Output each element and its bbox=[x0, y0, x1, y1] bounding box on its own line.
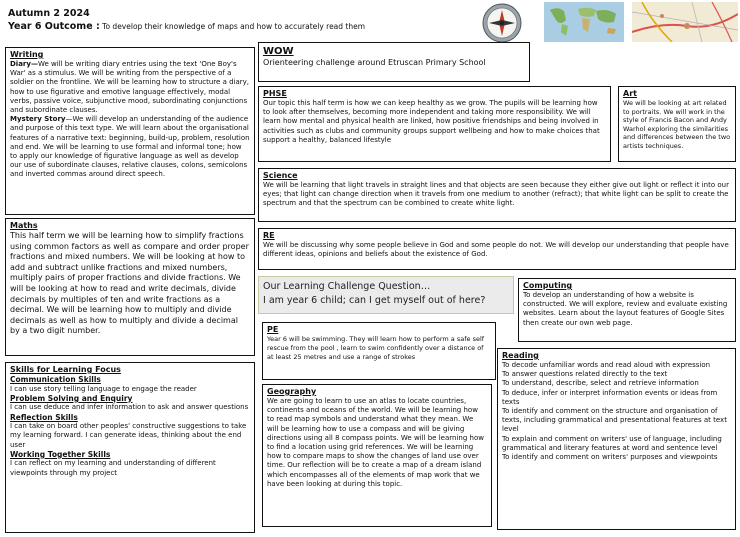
science-text: We will be learning that light travels in straight lines and that objects are seen because they either give out light or reflect it into our eyes; that light can change direction when it travels from one medium to another (refract); that white light can be split to create the spectrum and that the spectrum can be combined to create white light. bbox=[263, 181, 729, 208]
mystery-label: Mystery Story bbox=[10, 115, 66, 124]
reading-item: To identify and comment on the structure and organisation of texts, including grammatical and presentational features at text level bbox=[502, 407, 727, 434]
maths-text: This half term we will be learning how to simplify fractions using common factors as well as compare and order proper fractions and mixed numbers. We will be looking at how to add and subtract unlike fractions and mixed numbers, multiply pairs of proper fractions and divide fractions. We will be looking at how to read and write decimals, divide decimals by multiples of ten and write fractions as a decimal. We will be learning how to multiply and divide decimals as well as how to multiply and divide a decimal by a two digit number. bbox=[10, 231, 249, 336]
diary-label: Diary— bbox=[10, 60, 38, 68]
maths-heading: Maths bbox=[10, 221, 38, 230]
science-panel bbox=[258, 168, 736, 222]
geography-text: We are going to learn to use an atlas to locate countries, continents and oceans of the world. We will be learning how to read map symbols and understand what they mean. We will be learning how to use a compass and will be giving directions using all 8 compass points. We will be learning how to find a location using grid references. We will be learning how to compare maps to show the changes of land use over time. Our reflection will be to create a map of a dream island which encompasses all of the elements of map work that we have been looking at during this topic. bbox=[267, 397, 484, 488]
world-map-image bbox=[544, 2, 624, 42]
road-map-image bbox=[632, 2, 738, 42]
skills-text-communication: I can use story telling language to engage the reader bbox=[10, 384, 197, 393]
diary-body: We will be writing diary entries using the text 'One Boy's War' as a stimulus. We will be writing from the perspective of a soldier on the frontline. We will be learning how to structure a diary, how to use figurative and emotive language effectively, modal verbs, passive voice, subjunctive mood, subordinating conjunctions and subordinate clauses. bbox=[10, 60, 250, 115]
outcome-label: Year 6 Outcome : bbox=[8, 21, 100, 32]
skills-text-working-together: I can reflect on my learning and understanding of different viewpoints through my project bbox=[10, 459, 216, 477]
learning-challenge-box bbox=[258, 276, 514, 314]
re-heading: RE bbox=[263, 231, 275, 240]
wow-heading: WOW bbox=[263, 46, 294, 57]
pe-text: Year 6 will be swimming. They will learn how to perform a safe self rescue from the pool , learn to swim confidently over a distance of at least 25 metres and use a range of strokes bbox=[267, 335, 485, 361]
maths-panel bbox=[5, 218, 255, 356]
re-panel bbox=[258, 228, 736, 270]
reading-item: To decode unfamiliar words and read aloud with expression bbox=[502, 361, 711, 369]
reading-item: To identify and comment on writers' purposes and viewpoints bbox=[502, 453, 718, 462]
page-title: Autumn 2 2024 bbox=[8, 8, 90, 19]
computing-panel bbox=[518, 278, 736, 342]
science-heading: Science bbox=[263, 171, 298, 180]
reading-heading: Reading bbox=[502, 351, 539, 360]
skills-text-problem-solving: I can use deduce and infer information to ask and answer questions bbox=[10, 403, 249, 412]
skills-heading-reflection: Reflection Skills bbox=[10, 412, 78, 422]
skills-panel bbox=[5, 362, 255, 533]
outcome-text: To develop their knowledge of maps and how to accurately read them bbox=[102, 22, 366, 31]
geography-heading: Geography bbox=[267, 387, 317, 396]
skills-heading-communication: Communication Skills bbox=[10, 375, 101, 384]
phse-text: Our topic this half term is how we can keep healthy as we grow. The pupils will be learning how to look after themselves, becoming more independent and taking more responsibility. We will learn how mental and physical health are linked, how positive friendships and being involved in activities such as clubs and community groups support wellbeing and how to make choices that support a healthy, balanced lifestyle bbox=[263, 99, 600, 144]
challenge-line-2: I am year 6 child; can I get myself out of here? bbox=[263, 295, 486, 306]
art-panel bbox=[618, 86, 736, 162]
pe-heading: PE bbox=[267, 325, 279, 334]
reading-item: To deduce, infer or interpret information events or ideas from texts bbox=[502, 388, 718, 406]
geography-panel bbox=[262, 384, 492, 527]
writing-heading: Writing bbox=[10, 50, 44, 59]
re-text: We will be discussing why some people believe in God and some people do not. We will develop our understanding that people have different ideas, opinions and beliefs about the existence of God. bbox=[263, 241, 729, 259]
pe-panel bbox=[262, 322, 496, 380]
writing-diary-text bbox=[10, 60, 250, 115]
reading-panel bbox=[497, 348, 736, 530]
art-heading: Art bbox=[623, 89, 637, 98]
year-outcome bbox=[8, 21, 478, 33]
phse-heading: PHSE bbox=[263, 89, 287, 98]
wow-panel bbox=[258, 42, 530, 82]
mystery-body: —We will develop an understanding of the audience and purpose of this text type. We will learn about the organisational features of a narrative text: beginning, build-up, problem, resolution and end. We will be learning to use formal and informal tone; how to apply our knowledge of figurative language as well as develop our use of subordinate clauses, relative clauses, colons, semicolons and inverted commas around direct speech. bbox=[10, 115, 250, 179]
challenge-line-1: Our Learning Challenge Question… bbox=[263, 281, 431, 292]
computing-text: To develop an understanding of how a website is constructed. We will explore, review and evaluate existing websites. Learn about the layout features of Google Sites then create our own web page. bbox=[523, 291, 728, 327]
wow-text: Orienteering challenge around Etruscan Primary School bbox=[263, 58, 486, 67]
phse-panel bbox=[258, 86, 611, 162]
reading-item: To answer questions related directly to the text bbox=[502, 370, 668, 379]
compass-icon bbox=[478, 2, 526, 44]
skills-heading-working-together: Working Together Skills bbox=[10, 449, 111, 459]
writing-mystery-text bbox=[10, 115, 250, 179]
art-text: We will be looking at art related to portraits. We will work in the style of Francis Bacon and Andy Warhol exploring the similarities and differences between the two artists techniques. bbox=[623, 99, 731, 150]
reading-item: To understand, describe, select and retrieve information bbox=[502, 379, 699, 388]
skills-heading-problem-solving: Problem Solving and Enquiry bbox=[10, 393, 133, 403]
skills-text-reflection: I can take on board other peoples' constructive suggestions to take my learning forward. I can generate ideas, thinking about the end user bbox=[10, 422, 247, 449]
writing-panel bbox=[5, 47, 255, 215]
reading-item: To explain and comment on writers' use of language, including grammatical and literary features at word and sentence level bbox=[502, 434, 722, 452]
skills-heading: Skills for Learning Focus bbox=[10, 365, 121, 374]
page-header bbox=[4, 2, 478, 44]
computing-heading: Computing bbox=[523, 281, 573, 290]
